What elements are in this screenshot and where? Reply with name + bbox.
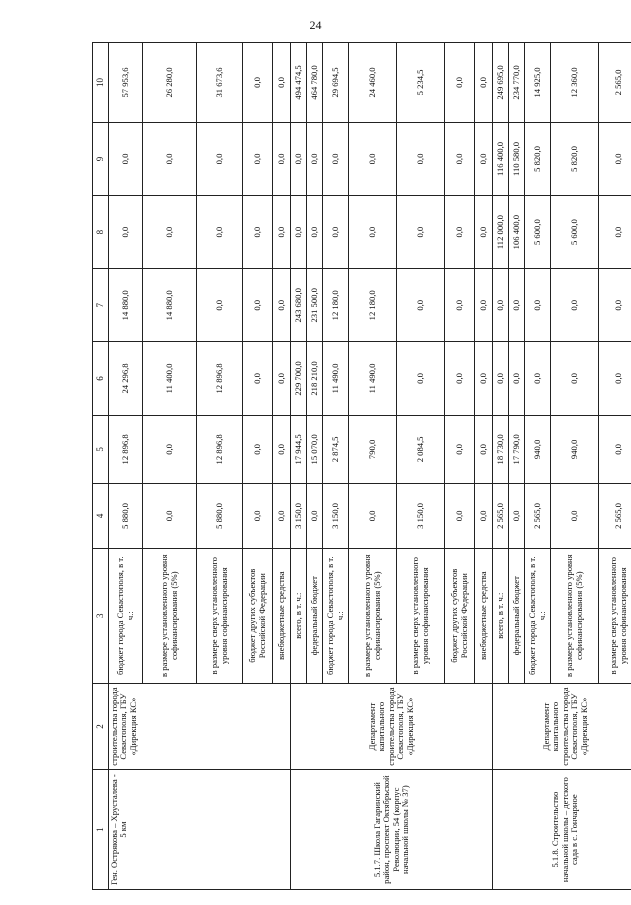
column-number: 9 (93, 122, 109, 195)
value-cell: 11 490,0 (349, 342, 397, 415)
value-cell: 0,0 (307, 122, 323, 195)
executor-cell: строительства города Севастополя, ГБУ «Дирекция КС» (109, 683, 291, 769)
value-cell: 110 580,0 (509, 122, 525, 195)
value-cell: 57 953,6 (109, 43, 143, 123)
value-cell: 18 730,0 (493, 415, 509, 484)
value-cell: 0,0 (599, 269, 631, 342)
executor-cell: Департамент капитального строительства города Севастополя, ГБУ «Дирекция КС» (493, 683, 631, 769)
value-cell: 5 820,0 (525, 122, 551, 195)
column-number: 3 (93, 548, 109, 683)
value-cell: 249 695,0 (493, 43, 509, 123)
column-number: 8 (93, 196, 109, 269)
value-cell: 0,0 (599, 342, 631, 415)
value-cell: 0,0 (397, 269, 445, 342)
value-cell: 0,0 (599, 196, 631, 269)
value-cell: 14 880,0 (143, 269, 197, 342)
budget-table (92, 42, 631, 890)
value-cell: 0,0 (143, 484, 197, 548)
column-number-row (93, 43, 109, 890)
value-cell: 0,0 (273, 43, 291, 123)
rotated-table-container (92, 42, 628, 890)
value-cell: 940,0 (551, 415, 599, 484)
column-number: 1 (93, 770, 109, 890)
value-cell: 2 565,0 (525, 484, 551, 548)
value-cell: 0,0 (243, 484, 273, 548)
value-cell: 0,0 (273, 484, 291, 548)
value-cell: 218 210,0 (307, 342, 323, 415)
value-cell: 0,0 (273, 415, 291, 484)
page-number: 24 (309, 18, 322, 32)
value-cell: 0,0 (243, 196, 273, 269)
value-cell: 0,0 (307, 196, 323, 269)
value-cell: 0,0 (509, 342, 525, 415)
value-cell: 0,0 (599, 122, 631, 195)
value-cell: 0,0 (445, 415, 475, 484)
value-cell: 0,0 (599, 415, 631, 484)
funding-source-cell: бюджет города Севастополя, в т. ч.: (109, 548, 143, 683)
value-cell: 12 360,0 (551, 43, 599, 123)
value-cell: 229 700,0 (291, 342, 307, 415)
value-cell: 0,0 (291, 122, 307, 195)
value-cell: 17 944,5 (291, 415, 307, 484)
value-cell: 0,0 (509, 484, 525, 548)
value-cell: 5 820,0 (551, 122, 599, 195)
table-body (93, 43, 631, 890)
value-cell: 0,0 (143, 415, 197, 484)
value-cell: 29 694,5 (323, 43, 349, 123)
value-cell: 15 070,0 (307, 415, 323, 484)
object-name-cell: Ген. Острякова – Хрусталева - 5 км (109, 770, 291, 890)
value-cell: 0,0 (349, 484, 397, 548)
value-cell: 0,0 (197, 196, 243, 269)
value-cell: 0,0 (243, 342, 273, 415)
object-name-cell: 5.1.8. Строительство начальной школы – детского сада в с. Гончарное (493, 770, 631, 890)
table-row (109, 43, 143, 890)
value-cell: 940,0 (525, 415, 551, 484)
value-cell: 2 565,0 (599, 43, 631, 123)
value-cell: 790,0 (349, 415, 397, 484)
value-cell: 0,0 (551, 484, 599, 548)
value-cell: 0,0 (349, 196, 397, 269)
funding-source-cell: федеральный бюджет (509, 548, 525, 683)
value-cell: 0,0 (445, 484, 475, 548)
value-cell: 31 673,6 (197, 43, 243, 123)
value-cell: 2 565,0 (493, 484, 509, 548)
value-cell: 24 296,8 (109, 342, 143, 415)
value-cell: 0,0 (397, 196, 445, 269)
value-cell: 14 880,0 (109, 269, 143, 342)
value-cell: 5 880,0 (197, 484, 243, 548)
funding-source-cell: в размере установленного уровня софинансирования (5%) (349, 548, 397, 683)
funding-source-cell: в размере установленного уровня софинансирования (5%) (143, 548, 197, 683)
value-cell: 2 874,5 (323, 415, 349, 484)
value-cell: 116 400,0 (493, 122, 509, 195)
value-cell: 0,0 (273, 122, 291, 195)
column-number: 7 (93, 269, 109, 342)
value-cell: 2 084,5 (397, 415, 445, 484)
funding-source-cell: внебюджетные средства (475, 548, 493, 683)
value-cell: 0,0 (475, 484, 493, 548)
value-cell: 0,0 (243, 269, 273, 342)
value-cell: 0,0 (509, 269, 525, 342)
value-cell: 11 400,0 (143, 342, 197, 415)
value-cell: 0,0 (273, 342, 291, 415)
value-cell: 0,0 (551, 269, 599, 342)
value-cell: 243 680,0 (291, 269, 307, 342)
funding-source-cell: в размере сверх установленного уровня софинансирования (197, 548, 243, 683)
value-cell: 0,0 (475, 196, 493, 269)
funding-source-cell: в размере установленного уровня софинансирования (5%) (551, 548, 599, 683)
value-cell: 17 790,0 (509, 415, 525, 484)
value-cell: 12 180,0 (349, 269, 397, 342)
value-cell: 0,0 (243, 43, 273, 123)
value-cell: 0,0 (323, 122, 349, 195)
value-cell: 0,0 (243, 415, 273, 484)
value-cell: 0,0 (551, 342, 599, 415)
table-row (291, 43, 307, 890)
value-cell: 0,0 (445, 43, 475, 123)
value-cell: 0,0 (493, 269, 509, 342)
value-cell: 11 490,0 (323, 342, 349, 415)
funding-source-cell: бюджет других субъектов Российской Федерации (243, 548, 273, 683)
value-cell: 106 400,0 (509, 196, 525, 269)
value-cell: 0,0 (109, 122, 143, 195)
value-cell: 0,0 (323, 196, 349, 269)
value-cell: 2 565,0 (599, 484, 631, 548)
value-cell: 0,0 (475, 415, 493, 484)
value-cell: 24 460,0 (349, 43, 397, 123)
value-cell: 12 896,8 (197, 415, 243, 484)
column-number: 10 (93, 43, 109, 123)
value-cell: 0,0 (475, 43, 493, 123)
value-cell: 0,0 (525, 269, 551, 342)
value-cell: 0,0 (397, 342, 445, 415)
value-cell: 0,0 (291, 196, 307, 269)
value-cell: 0,0 (109, 196, 143, 269)
value-cell: 0,0 (273, 269, 291, 342)
executor-cell: Департамент капитального строительства города Севастополя, ГБУ «Дирекция КС» (291, 683, 493, 769)
value-cell: 26 280,0 (143, 43, 197, 123)
object-name-cell: 5.1.7. Школа Гагаринский район, проспект Октябрьской Революции, 54 (корпус начальной школы № 37) (291, 770, 493, 890)
value-cell: 0,0 (243, 122, 273, 195)
column-number: 4 (93, 484, 109, 548)
column-number: 2 (93, 683, 109, 769)
funding-source-cell: внебюджетные средства (273, 548, 291, 683)
value-cell: 0,0 (445, 342, 475, 415)
value-cell: 0,0 (445, 122, 475, 195)
value-cell: 0,0 (475, 269, 493, 342)
value-cell: 14 925,0 (525, 43, 551, 123)
value-cell: 0,0 (143, 122, 197, 195)
value-cell: 0,0 (397, 122, 445, 195)
value-cell: 0,0 (307, 484, 323, 548)
value-cell: 0,0 (445, 196, 475, 269)
value-cell: 0,0 (445, 269, 475, 342)
value-cell: 231 500,0 (307, 269, 323, 342)
value-cell: 0,0 (273, 196, 291, 269)
value-cell: 494 474,5 (291, 43, 307, 123)
funding-source-cell: бюджет города Севастополя, в т. ч.: (323, 548, 349, 683)
funding-source-cell: всего, в т. ч.: (291, 548, 307, 683)
value-cell: 3 150,0 (291, 484, 307, 548)
value-cell: 0,0 (197, 122, 243, 195)
funding-source-cell: всего, в т. ч.: (493, 548, 509, 683)
value-cell: 0,0 (475, 342, 493, 415)
column-number: 5 (93, 415, 109, 484)
value-cell: 12 896,8 (109, 415, 143, 484)
value-cell: 5 600,0 (525, 196, 551, 269)
value-cell: 0,0 (143, 196, 197, 269)
value-cell: 112 000,0 (493, 196, 509, 269)
value-cell: 464 780,0 (307, 43, 323, 123)
table-row (493, 43, 509, 890)
funding-source-cell: бюджет других субъектов Российской Федерации (445, 548, 475, 683)
funding-source-cell: бюджет города Севастополя, в т. ч.: (525, 548, 551, 683)
value-cell: 3 150,0 (323, 484, 349, 548)
value-cell: 12 180,0 (323, 269, 349, 342)
funding-source-cell: в размере сверх установленного уровня софинансирования (397, 548, 445, 683)
value-cell: 3 150,0 (397, 484, 445, 548)
funding-source-cell: федеральный бюджет (307, 548, 323, 683)
value-cell: 0,0 (349, 122, 397, 195)
value-cell: 234 770,0 (509, 43, 525, 123)
value-cell: 5 600,0 (551, 196, 599, 269)
column-number: 6 (93, 342, 109, 415)
value-cell: 5 880,0 (109, 484, 143, 548)
value-cell: 5 234,5 (397, 43, 445, 123)
value-cell: 0,0 (475, 122, 493, 195)
value-cell: 12 896,8 (197, 342, 243, 415)
value-cell: 0,0 (525, 342, 551, 415)
funding-source-cell: в размере сверх установленного уровня софинансирования (599, 548, 631, 683)
value-cell: 0,0 (197, 269, 243, 342)
value-cell: 0,0 (493, 342, 509, 415)
